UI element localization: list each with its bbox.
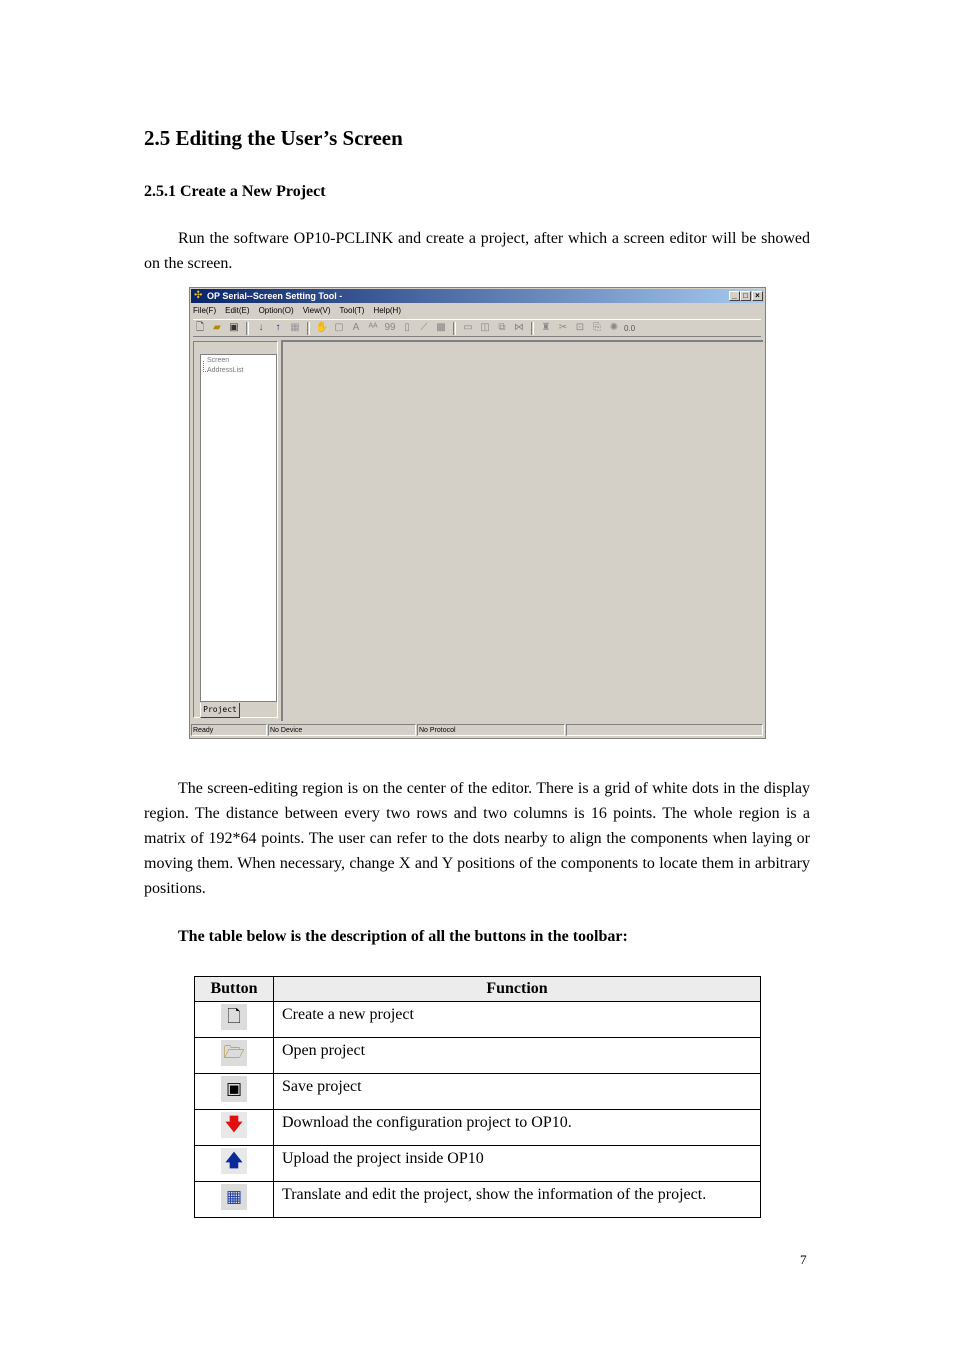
table-cell-icon — [195, 1182, 274, 1218]
intro-paragraph-text: Run the software OP10-PCLINK and create a project, after which a screen editor will be showed on the screen. — [144, 230, 810, 272]
table-row — [195, 1038, 761, 1074]
new-file-icon: 🗋 — [221, 1004, 247, 1030]
button-icon[interactable]: ▭ — [463, 322, 473, 333]
menu-tool[interactable]: Tool(T) — [339, 306, 365, 315]
toolbar-separator — [307, 322, 310, 335]
toolbar-version: 0.0 — [624, 323, 636, 333]
screen-copy-icon[interactable]: ⧉ — [498, 322, 506, 333]
toolbar-separator — [453, 322, 456, 335]
close-icon[interactable]: × — [752, 291, 763, 301]
header-function: Function — [274, 977, 761, 1002]
maximize-icon[interactable]: □ — [740, 291, 751, 301]
table-header-row — [195, 977, 761, 1002]
tree-item-addresslist[interactable]: AddressList — [207, 367, 244, 374]
bar-icon[interactable]: ▯ — [404, 322, 410, 333]
text-icon[interactable]: A — [352, 322, 360, 333]
table-cell-function: Create a new project — [274, 1002, 761, 1038]
subsection-title: 2.5.1 Create a New Project — [144, 183, 326, 200]
upload-arrow-icon[interactable]: ↑ — [275, 322, 281, 333]
screen-editing-region[interactable] — [281, 340, 763, 721]
tree-item-screen[interactable]: Screen — [207, 357, 230, 364]
header-button: Button — [195, 977, 274, 1002]
table-cell-function: Save project — [274, 1074, 761, 1110]
table-cell-icon — [195, 1110, 274, 1146]
hand-icon[interactable]: ✋ — [315, 322, 329, 333]
bitmap-icon[interactable]: ▩ — [436, 322, 446, 333]
intro-paragraph — [144, 226, 810, 276]
trend-icon[interactable]: ⟋ — [420, 322, 428, 333]
table-cell-function: Open project — [274, 1038, 761, 1074]
page-number: 7 — [800, 1252, 807, 1267]
copy-icon[interactable]: ⊡ — [575, 322, 585, 333]
section-title: 2.5 Editing the User’s Screen — [144, 126, 403, 150]
editing-region-paragraph-text: The screen-editing region is on the center of the editor. There is a grid of white dots in the display region. The distance between every two rows and two columns is 16 points. The whole region is a matrix of 192*64 points. The user can refer to the dots nearby to align the components when laying or moving them. When necessary, change X and Y positions of the components to locate them in arbitrary positions. — [144, 780, 810, 897]
cut-icon[interactable]: ✂ — [558, 322, 568, 333]
save-disk-icon[interactable]: ▣ — [229, 322, 239, 333]
toolbar-separator — [246, 322, 249, 335]
screen-editor-screenshot — [189, 287, 766, 739]
window-title: OP Serial--Screen Setting Tool - — [207, 291, 343, 301]
static-text-icon[interactable]: ▢ — [334, 322, 344, 333]
download-arrow-icon: 🡇 — [221, 1112, 247, 1138]
table-cell-icon — [195, 1002, 274, 1038]
menu-view[interactable]: View(V) — [302, 306, 331, 315]
toolbar — [193, 319, 761, 337]
translate-edit-icon: ▦ — [221, 1184, 247, 1210]
status-device: No Device — [268, 724, 416, 736]
table-row — [195, 1182, 761, 1218]
double-text-icon[interactable]: ᴬᴬ — [368, 322, 378, 333]
toolbar-buttons-table — [194, 976, 761, 1218]
menu-edit[interactable]: Edit(E) — [225, 306, 250, 315]
settings-icon[interactable]: ✺ — [609, 322, 619, 333]
menubar — [193, 305, 401, 317]
toolbar-separator — [531, 322, 534, 335]
table-row — [195, 1074, 761, 1110]
table-row — [195, 1146, 761, 1182]
table-cell-icon — [195, 1146, 274, 1182]
menu-help[interactable]: Help(H) — [373, 306, 401, 315]
save-disk-icon: ▣ — [221, 1076, 247, 1102]
delete-icon[interactable]: ♜ — [541, 322, 551, 333]
table-cell-icon — [195, 1038, 274, 1074]
number-icon[interactable]: 99 — [384, 322, 396, 333]
menu-file[interactable]: File(F) — [193, 306, 217, 315]
open-folder-icon[interactable]: ▰ — [213, 322, 221, 333]
translate-edit-icon[interactable]: ▦ — [290, 322, 300, 333]
upload-arrow-icon: 🡅 — [221, 1148, 247, 1174]
paste-icon[interactable]: ⎘ — [593, 322, 601, 333]
minimize-icon[interactable]: _ — [729, 291, 740, 301]
status-empty — [566, 724, 763, 736]
table-cell-function: Download the configuration project to OP10. — [274, 1110, 761, 1146]
table-row — [195, 1110, 761, 1146]
tab-project[interactable]: Project — [200, 703, 240, 718]
table-row — [195, 1002, 761, 1038]
new-file-icon[interactable]: 🗋 — [195, 322, 205, 333]
project-tree — [200, 354, 277, 702]
editing-region-paragraph — [144, 776, 810, 901]
table-intro: The table below is the description of all the buttons in the toolbar: — [178, 928, 628, 945]
table-cell-icon — [195, 1074, 274, 1110]
download-arrow-icon[interactable]: ↓ — [258, 322, 264, 333]
status-protocol: No Protocol — [417, 724, 565, 736]
table-cell-function: Translate and edit the project, show the information of the project. — [274, 1182, 761, 1218]
statusbar — [191, 724, 764, 737]
open-folder-icon: 🗁 — [221, 1040, 247, 1066]
lamp-icon[interactable]: ◫ — [480, 322, 490, 333]
menu-option[interactable]: Option(O) — [258, 306, 294, 315]
status-ready: Ready — [191, 724, 267, 736]
window-titlebar — [191, 289, 764, 303]
app-icon: ✣ — [194, 290, 203, 301]
project-tree-panel — [193, 341, 278, 718]
table-cell-function: Upload the project inside OP10 — [274, 1146, 761, 1182]
alarm-icon[interactable]: ⋈ — [514, 322, 524, 333]
